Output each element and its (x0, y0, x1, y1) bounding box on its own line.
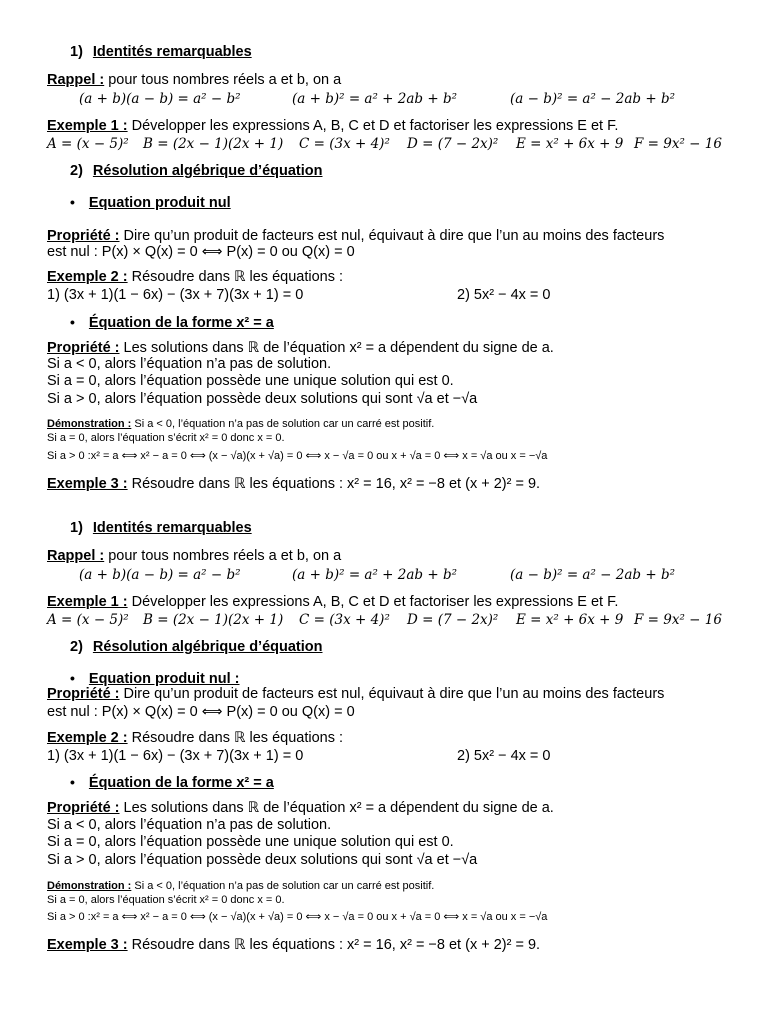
exemple-1: Exemple 1 : Développer les expressions A, B, C et D et factoriser les expressions E et F. (47, 118, 619, 134)
exemple-2-eq1: 1) (3x + 1)(1 − 6x) − (3x + 7)(3x + 1) = 0 (47, 748, 304, 764)
bullet-produit-nul: • Equation produit nul (70, 194, 231, 211)
exemple-3: Exemple 3 : Résoudre dans ℝ les équations : x² = 16, x² = −8 et (x + 2)² = 9. (47, 937, 541, 953)
bullet-produit-nul: • Equation produit nul : (70, 670, 240, 687)
demonstration-line-1: Démonstration : Si a < 0, l’équation n’a pas de solution car un carré est positif. (47, 418, 435, 430)
propriete-2: Propriété : Les solutions dans ℝ de l’équation x² = a dépendent du signe de a. (47, 340, 554, 356)
exemple-1-expressions (47, 136, 747, 152)
expr-e: E = x² + 6x + 9 (516, 136, 624, 152)
heading-identites: 1) Identités remarquables (70, 520, 252, 536)
propriete-1: Propriété : Dire qu’un produit de facteurs est nul, équivaut à dire que l’un au moins des facteurs (47, 228, 665, 244)
expr-c: C = (3x + 4)² (299, 612, 390, 628)
demonstration-line-1: Démonstration : Si a < 0, l’équation n’a pas de solution car un carré est positif. (47, 880, 435, 892)
exemple-2-eq1: 1) (3x + 1)(1 − 6x) − (3x + 7)(3x + 1) = 0 (47, 287, 304, 303)
identity-1: (a + b)(a − b) = a² − b² (79, 567, 241, 583)
propriete-1-line2: est nul : P(x) × Q(x) = 0 ⟺ P(x) = 0 ou Q(x) = 0 (47, 244, 355, 260)
heading-identites: 1) Identités remarquables (70, 44, 252, 60)
expr-a: A = (x − 5)² (47, 136, 129, 152)
identity-3: (a − b)² = a² − 2ab + b² (510, 567, 676, 583)
identity-2: (a + b)² = a² + 2ab + b² (292, 91, 458, 107)
expr-e: E = x² + 6x + 9 (516, 612, 624, 628)
heading-resolution: 2) Résolution algébrique d’équation (70, 639, 323, 655)
heading-resolution: 2) Résolution algébrique d’équation (70, 163, 323, 179)
expr-c: C = (3x + 4)² (299, 136, 390, 152)
propriete-1-line2: est nul : P(x) × Q(x) = 0 ⟺ P(x) = 0 ou Q(x) = 0 (47, 704, 355, 720)
rappel: Rappel : pour tous nombres réels a et b, on a (47, 72, 342, 88)
case-zero: Si a = 0, alors l’équation possède une unique solution qui est 0. (47, 373, 454, 389)
expr-a: A = (x − 5)² (47, 612, 129, 628)
demonstration-line-3: Si a > 0 :x² = a ⟺ x² − a = 0 ⟺ (x − √a)(x + √a) = 0 ⟺ x − √a = 0 ou x + √a = 0 ⟺ x = √a ou x = −√a (47, 450, 548, 462)
identity-3: (a − b)² = a² − 2ab + b² (510, 91, 676, 107)
exemple-3: Exemple 3 : Résoudre dans ℝ les équations : x² = 16, x² = −8 et (x + 2)² = 9. (47, 476, 541, 492)
case-negative: Si a < 0, alors l’équation n’a pas de solution. (47, 817, 332, 833)
exemple-2: Exemple 2 : Résoudre dans ℝ les équations : (47, 269, 344, 285)
case-positive: Si a > 0, alors l’équation possède deux solutions qui sont √a et −√a (47, 852, 478, 868)
demonstration-line-2: Si a = 0, alors l’équation s’écrit x² = 0 donc x = 0. (47, 432, 285, 444)
identities-row (47, 567, 747, 583)
propriete-1: Propriété : Dire qu’un produit de facteurs est nul, équivaut à dire que l’un au moins des facteurs (47, 686, 665, 702)
exemple-1-expressions (47, 612, 747, 628)
expr-b: B = (2x − 1)(2x + 1) (143, 136, 284, 152)
identity-1: (a + b)(a − b) = a² − b² (79, 91, 241, 107)
rappel: Rappel : pour tous nombres réels a et b, on a (47, 548, 342, 564)
identity-2: (a + b)² = a² + 2ab + b² (292, 567, 458, 583)
case-zero: Si a = 0, alors l’équation possède une unique solution qui est 0. (47, 834, 454, 850)
demonstration-line-2: Si a = 0, alors l’équation s’écrit x² = 0 donc x = 0. (47, 894, 285, 906)
expr-d: D = (7 − 2x)² (407, 612, 499, 628)
case-negative: Si a < 0, alors l’équation n’a pas de solution. (47, 356, 332, 372)
bullet-forme-x2: • Équation de la forme x² = a (70, 774, 274, 791)
expr-d: D = (7 − 2x)² (407, 136, 499, 152)
identities-row (47, 91, 747, 107)
expr-f: F = 9x² − 16 (634, 136, 722, 152)
case-positive: Si a > 0, alors l’équation possède deux solutions qui sont √a et −√a (47, 391, 478, 407)
expr-f: F = 9x² − 16 (634, 612, 722, 628)
exemple-2-eq2: 2) 5x² − 4x = 0 (457, 748, 551, 764)
propriete-2: Propriété : Les solutions dans ℝ de l’équation x² = a dépendent du signe de a. (47, 800, 554, 816)
exemple-1: Exemple 1 : Développer les expressions A, B, C et D et factoriser les expressions E et F. (47, 594, 619, 610)
exemple-2-eq2: 2) 5x² − 4x = 0 (457, 287, 551, 303)
exemple-2: Exemple 2 : Résoudre dans ℝ les équations : (47, 730, 344, 746)
demonstration-line-3: Si a > 0 :x² = a ⟺ x² − a = 0 ⟺ (x − √a)(x + √a) = 0 ⟺ x − √a = 0 ou x + √a = 0 ⟺ x = √a ou x = −√a (47, 911, 548, 923)
expr-b: B = (2x − 1)(2x + 1) (143, 612, 284, 628)
bullet-forme-x2: • Équation de la forme x² = a (70, 314, 274, 331)
